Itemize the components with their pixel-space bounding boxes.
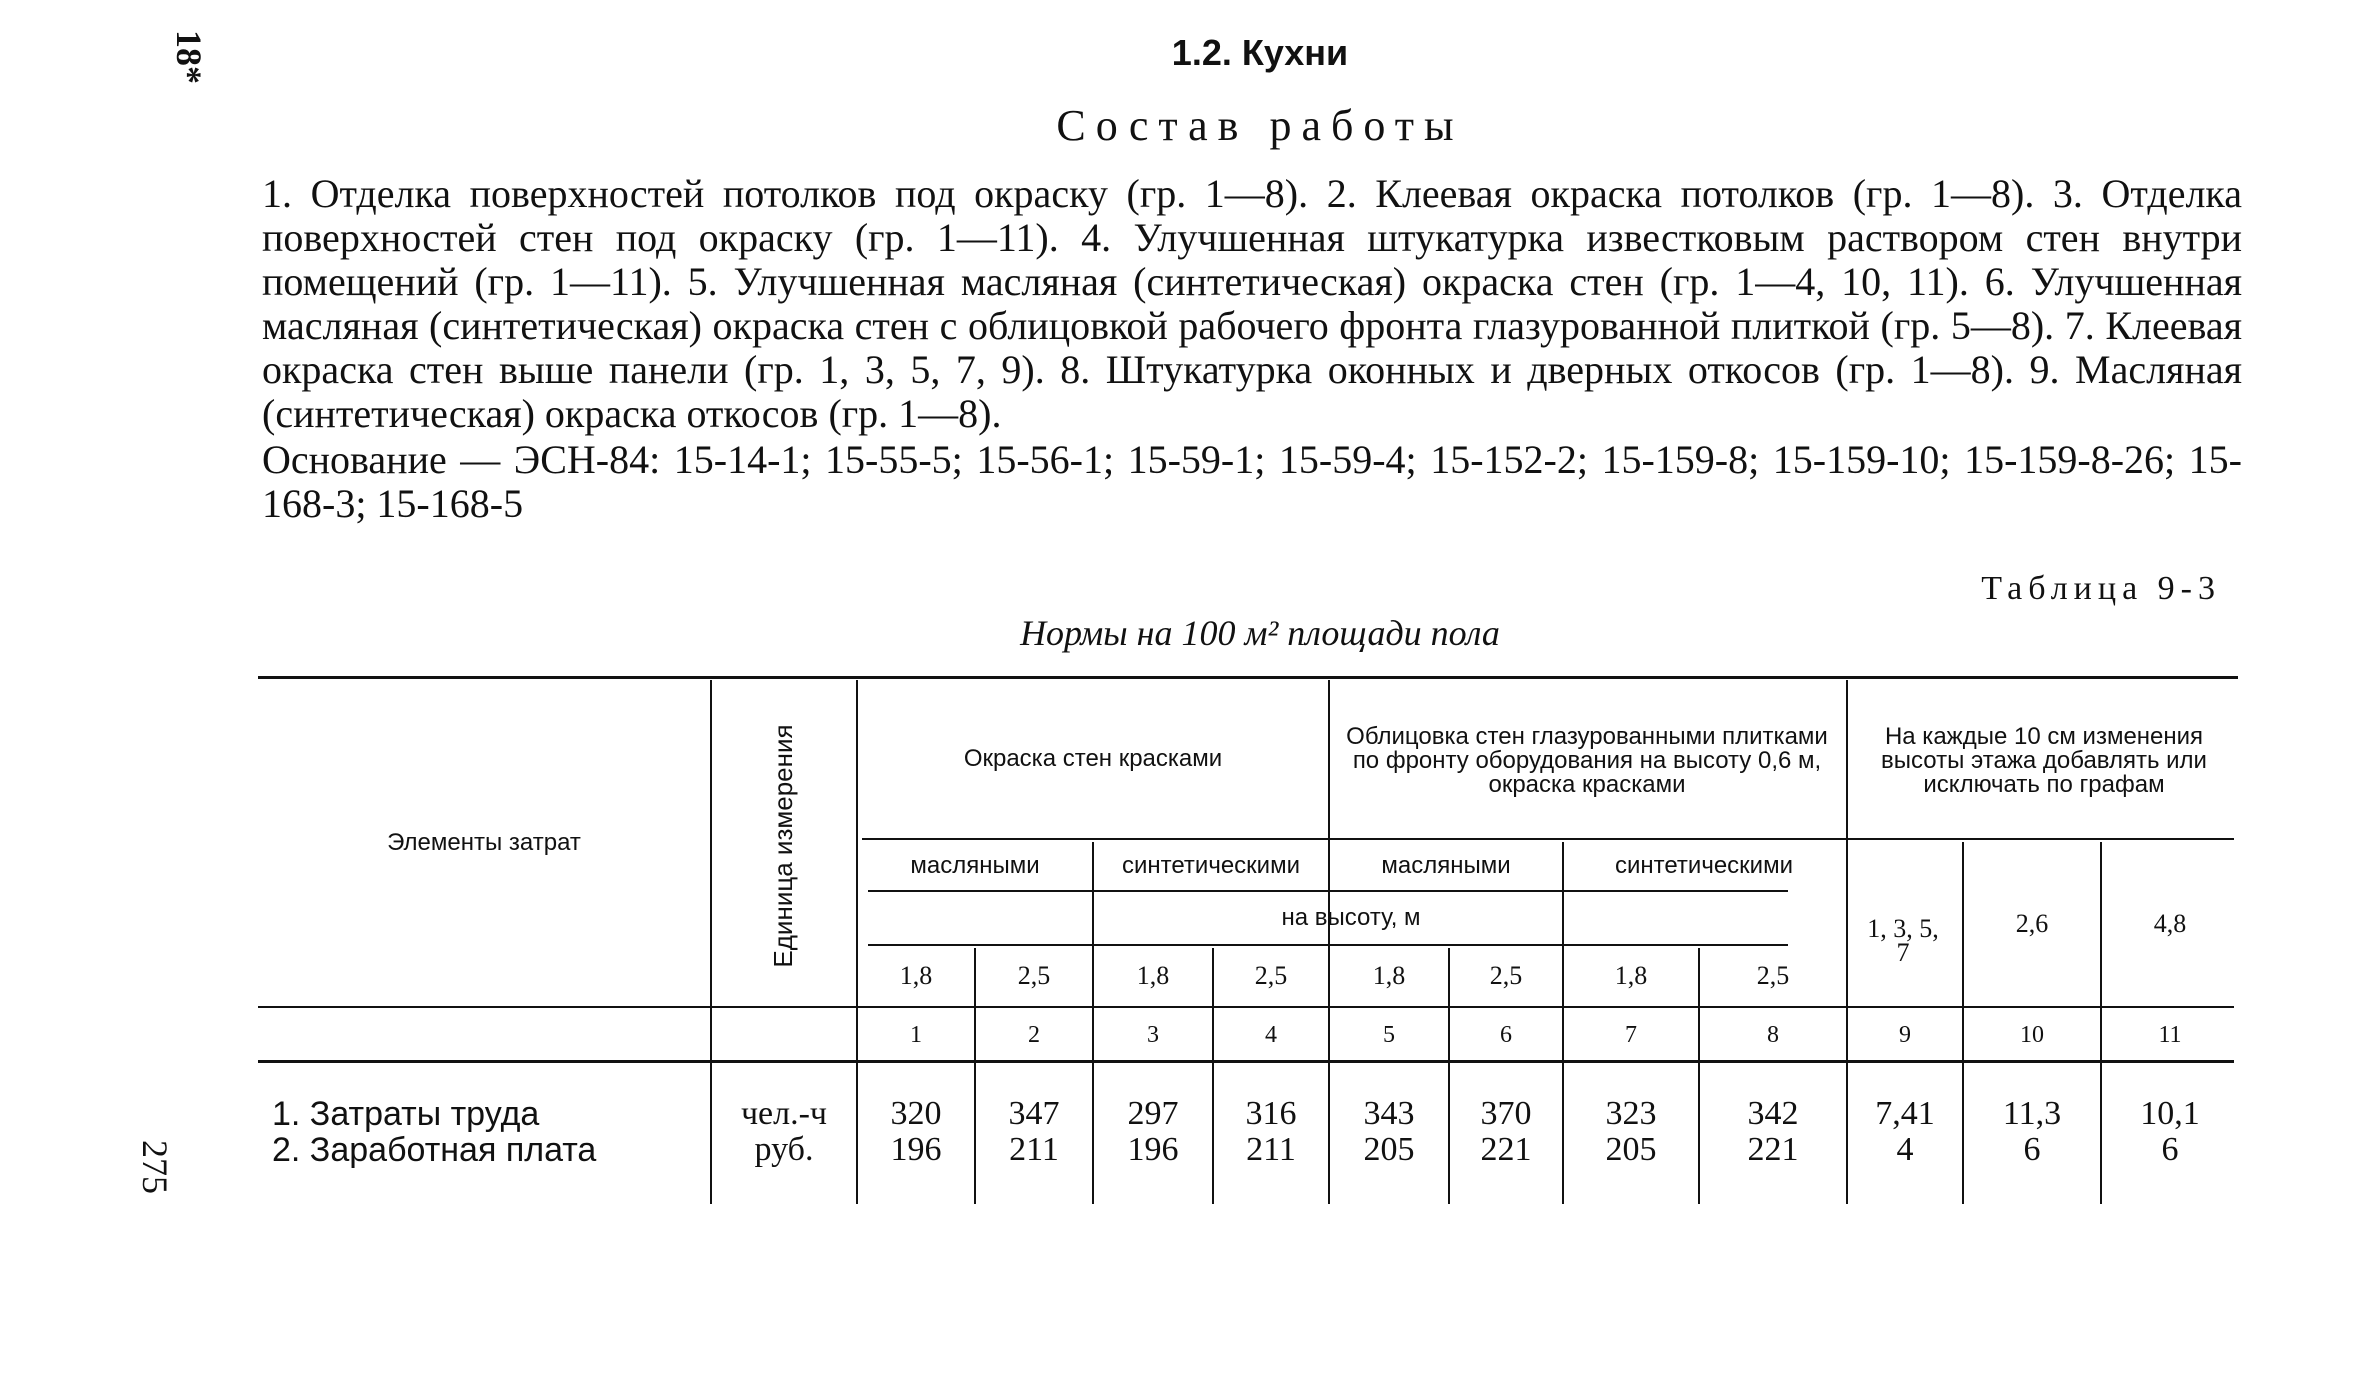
rule-header-bottom [258,1006,2234,1008]
basis: Основание — ЭСН-84: 15-14-1; 15-55-5; 15-56-1; 15-59-1; 15-59-4; 15-152-2; 15-159-8; 15-159-10; 15-159-8-26; 15-168-3; 15-168-5 [262,437,2242,526]
col-number-3: 3 [1147,1022,1159,1048]
table-cell: 10,1 [2140,1095,2200,1132]
height-col-6: 2,5 [1489,961,1523,990]
table-cell: 4 [1896,1131,1914,1168]
height-col-2: 2,5 [1017,961,1051,990]
header-tile: Облицовка стен глазурованными плитками по фронту оборудования на высоту 0,6 м, окраска красками [1346,723,1828,798]
table-cell: 196 [890,1131,942,1168]
col-number-2: 2 [1028,1022,1040,1048]
table-cell: 211 [1246,1131,1296,1168]
header-synth-2: синтетическими [1615,852,1793,879]
rule-col-numbers [258,1060,2234,1063]
table-cell: 343 [1363,1095,1415,1132]
table-cell: 196 [1127,1131,1179,1168]
height-col-1: 1,8 [899,961,933,990]
col-number-5: 5 [1383,1022,1395,1048]
header-elements: Элементы затрат [387,829,581,856]
norms-table [258,676,2238,1206]
height-col-7: 1,8 [1614,961,1648,990]
table-caption: Нормы на 100 м² площади пола [1020,613,1500,653]
header-change: На каждые 10 см изменения высоты этажа добавлять или исключать по графам [1881,723,2207,798]
col-number-7: 7 [1625,1022,1637,1048]
row-unit: чел.-ч [740,1095,828,1132]
table-cell: 320 [890,1095,942,1132]
table-top-rule [258,676,2238,679]
table-cell: 316 [1245,1095,1297,1132]
table-cell: 7,41 [1875,1095,1935,1132]
rule-subgroup [862,838,2234,840]
col-number-11: 11 [2158,1022,2182,1048]
row-label: 1. Затраты труда [272,1095,540,1133]
table-cell: 347 [1008,1095,1060,1132]
header-oil-1: масляными [910,852,1040,879]
table-cell: 11,3 [2002,1095,2062,1132]
change-col-3: 4,8 [2153,909,2187,938]
header-synth-1: синтетическими [1122,852,1300,879]
header-oil-2: масляными [1381,852,1511,879]
header-paint: Окраска стен красками [963,745,1223,772]
table-cell: 323 [1605,1095,1657,1132]
section-title: 1.2. Кухни [1171,32,1349,73]
table-cell: 205 [1605,1131,1657,1168]
col-number-8: 8 [1767,1022,1779,1048]
col-number-9: 9 [1899,1022,1911,1048]
table-cell: 342 [1747,1095,1799,1132]
page-marker: 18* [169,30,209,84]
height-col-5: 1,8 [1372,961,1406,990]
table-cell: 221 [1480,1131,1532,1168]
page-number: 275 [135,1140,175,1194]
col-number-10: 10 [2020,1022,2044,1048]
work-description [262,172,2242,526]
change-col-2: 2,6 [2015,909,2049,938]
table-cell: 205 [1363,1131,1415,1168]
change-col-1: 1, 3, 5, 7 [1867,914,1939,967]
table-cell: 6 [2023,1131,2041,1168]
col-number-6: 6 [1500,1022,1512,1048]
height-col-4: 2,5 [1254,961,1288,990]
header-unit: Единица измерения [768,724,798,968]
table-cell: 221 [1747,1131,1799,1168]
col-number-1: 1 [910,1022,922,1048]
header-height-label: на высоту, м [1281,904,1421,931]
row-label: 2. Заработная плата [272,1131,597,1169]
heading: Состав работы [1056,101,1464,150]
table-cell: 211 [1009,1131,1059,1168]
table-number: Таблица 9-3 [1981,570,2221,607]
table-cell: 6 [2161,1131,2179,1168]
table-cell: 297 [1127,1095,1179,1132]
table-cell: 370 [1480,1095,1532,1132]
row-unit: руб. [754,1131,814,1168]
col-number-4: 4 [1265,1022,1277,1048]
work-items: 1. Отделка поверхностей потолков под окраску (гр. 1—8). 2. Клеевая окраска потолков (гр. 1—8). 3. Отделка поверхностей стен под окраску (гр. 1—11). 4. Улучшенная штукатурка известковым раствором стен внутри помещений (гр. 1—11). 5. Улучшенная масляная (синтетическая) окраска стен (гр. 1—4, 10, 11). 6. Улучшенная масляная (синтетическая) окраска стен с облицовкой рабочего фронта глазурованной плиткой (гр. 5—8). 7. Клеевая окраска стен выше панели (гр. 1, 3, 5, 7, 9). 8. Штукатурка оконных и дверных откосов (гр. 1—8). 9. Масляная (синтетическая) окраска откосов (гр. 1—8). [262,171,2242,436]
height-col-8: 2,5 [1756,961,1790,990]
height-col-3: 1,8 [1136,961,1170,990]
